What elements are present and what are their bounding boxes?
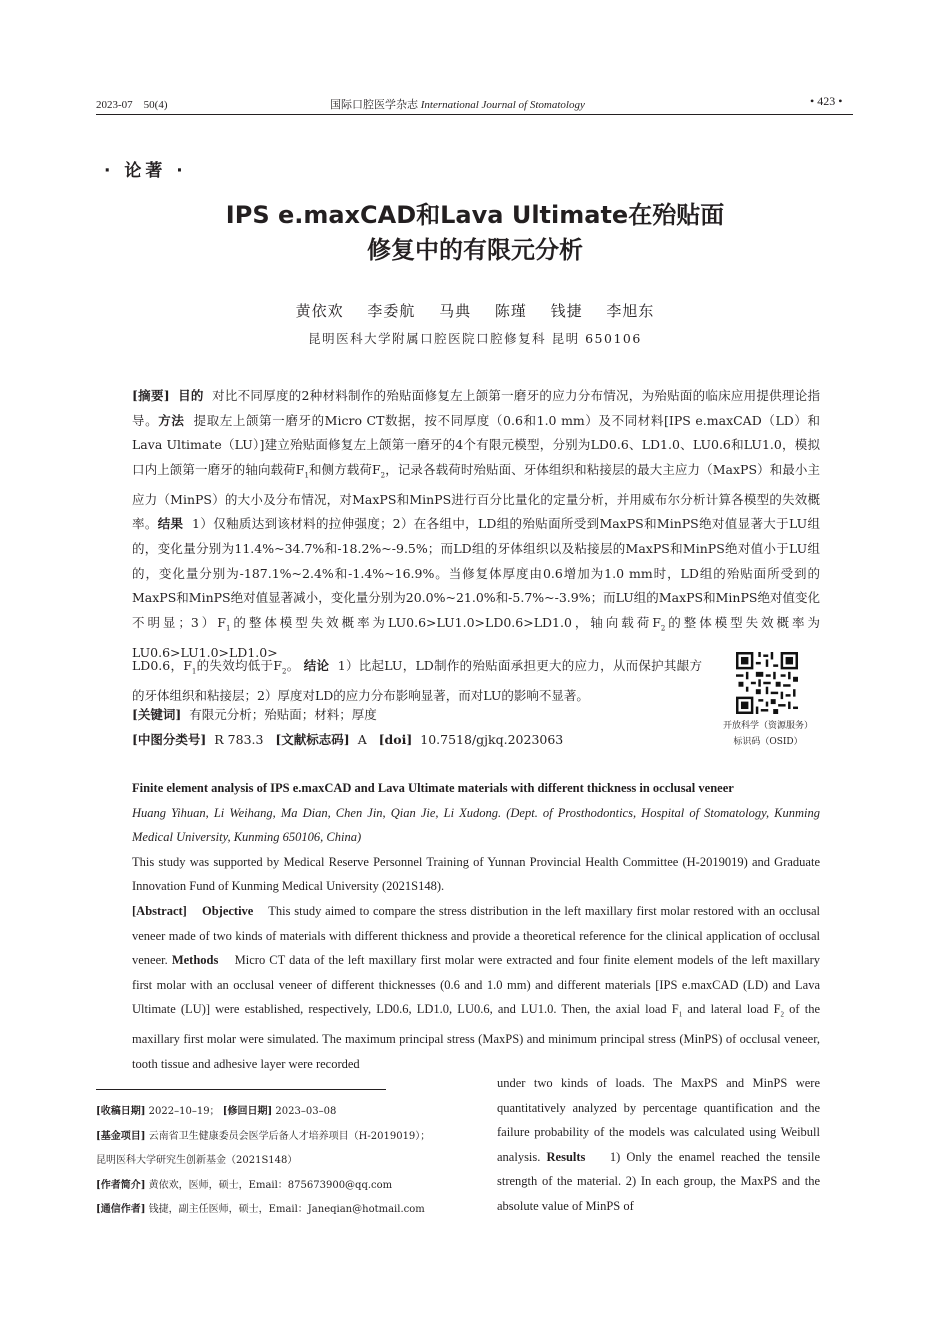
methods-label: 方法 <box>158 412 185 428</box>
subscript: 1 <box>225 624 231 633</box>
header-journal <box>330 96 585 112</box>
english-methods-label: Methods <box>171 953 219 968</box>
fn-corr-label: [通信作者] <box>96 1204 146 1216</box>
english-methods: of the maxillary first molar were simulated. The maximum principal stress (MaxPS) and minimum principal stress (MinPS) of occlusal veneer, tooth tissue and adhesive layer were recorded <box>132 1002 820 1072</box>
subscript: 1 <box>191 667 197 676</box>
conclusion-text: 1）比起LU，LD制作的殆贴面承担更大的应力，从而保护其龈方的牙体组织和粘接层；2）厚度对LD的应力分布影响显著，而对LU的影响不显著。 <box>132 658 702 704</box>
results-text: 的整体模型失效概率为LU0.6>LU1.0>LD0.6>LD1.0，轴向载荷F <box>230 614 661 630</box>
methods-text: 和侧方载荷F <box>308 461 381 477</box>
results-label: 结果 <box>157 516 184 532</box>
authors-cn: 黄依欢 李委航 马典 陈瑾 钱捷 李旭东 <box>295 302 655 320</box>
header-journal-en: International Journal of Stomatology <box>420 99 585 111</box>
english-results: 1) Only the enamel reached the tensile strength of the material. 2) In each group, the MaxPS and the absolute value of MinPS of <box>497 1149 821 1213</box>
results-text: 。 <box>286 658 300 673</box>
doi-value: 10.7518/gjkq.2023063 <box>420 732 564 747</box>
english-block <box>132 776 820 1077</box>
methods-text: ，记录各载荷时殆贴面、牙体组织和粘接层的最大主应力（MaxPS）和最小主应力（MinPS）的大小及分布情况，对MaxPS和MinPS进行百分比量化的定量分析，并用威布尔分析计算各模型的失效概率。 <box>132 461 820 532</box>
english-column <box>497 1071 820 1219</box>
fn-received: 2022–10–19； <box>148 1106 220 1117</box>
keywords-text: 有限元分析；殆贴面；材料；厚度 <box>189 707 377 722</box>
objective-label: 目的 <box>178 388 204 403</box>
section-label: · 论著 · <box>104 161 187 181</box>
english-abstract-label: [Abstract] <box>132 903 187 918</box>
article-title-line2: 修复中的有限元分析 <box>367 236 583 264</box>
english-title: Finite element analysis of IPS e.maxCAD and Lava Ultimate materials with different thickness in occlusal veneer <box>132 781 734 795</box>
methods-text: 提取左上颌第一磨牙的Micro CT数据，按不同厚度（0.6和1.0 mm）及不同材料[IPS e.maxCAD（LD）和Lava Ultimate（LU）]建立殆贴面修复左上颌第一磨牙的4个有限元模型，分别为LD0.6、LD1.0、LU0.6和LU1.0，模拟口内上颌第一磨牙的轴向载荷F <box>132 412 820 477</box>
fn-fund-2: 昆明医科大学研究生创新基金（2021S148） <box>96 1155 298 1167</box>
doc-value: A <box>357 732 367 747</box>
doc-label: [文献标志码] <box>275 732 350 747</box>
english-methods: and lateral load F <box>682 1002 781 1017</box>
qr-caption-line2: 标识码（OSID） <box>733 737 803 747</box>
english-results-label: Results <box>546 1149 586 1164</box>
doi-label: [doi] <box>378 732 413 747</box>
fn-revised-label: [修回日期] <box>222 1106 273 1117</box>
results-text: LD0.6，F <box>132 658 192 673</box>
results-text: 1）仅釉质达到该材料的拉伸强度；2）在各组中，LD组的殆贴面所受到MaxPS和MinPS绝对值显著大于LU组的，变化量分别为11.4%~34.7%和-18.2%~-9.5%；而LD组的牙体组织以及粘接层的MaxPS和MinPS绝对值小于LU组的，变化量分别为-187.1%~2.4%和-1.4%~16.9%。当修复体厚度由0.6增加为1.0 mm时，LD组的殆贴面所受到的MaxPS和MinPS绝对值显著减小，变化量分别为20.0%~21.0%和-5.7%~-3.9%；而LU组的MaxPS和MinPS绝对值变化不明显；3）F <box>132 516 820 630</box>
keywords-label: [关键词] <box>132 707 182 722</box>
subscript: 1 <box>678 1010 683 1019</box>
english-objective-label: Objective <box>201 903 254 918</box>
subscript: 2 <box>380 471 386 480</box>
fn-fund-label: [基金项目] <box>96 1130 146 1142</box>
conclusion-label: 结论 <box>303 658 330 673</box>
clc-value: R 783.3 <box>214 732 264 747</box>
qr-caption-line1: 开放科学（资源服务） <box>722 721 813 731</box>
abstract-label: [摘要] <box>132 388 170 403</box>
header-journal-cn: 国际口腔医学杂志 <box>330 99 418 111</box>
fn-author-label: [作者简介] <box>96 1179 146 1191</box>
clc-label: [中图分类号] <box>132 732 207 747</box>
osid-qr-code[interactable] <box>736 652 798 714</box>
footnotes <box>96 1100 466 1223</box>
english-methods: Micro CT data of the left maxillary first molar were extracted and four finite element models of the left maxillary first molar with an occlusal veneer of different thicknesses (0.6 and 1.0 mm) and different materials [IPS e.maxCAD (LD) and Lava Ultimate (LU)] were established, respectively, LD0.6, LD1.0, LU0.6, and LU1.0. Then, the axial load F <box>132 953 821 1017</box>
english-funding: This study was supported by Medical Reserve Personnel Training of Yunnan Provincial Health Committee (H-2019019) and Graduate Innovation Fund of Kunming Medical University (2021S148). <box>132 854 820 894</box>
subscript: 2 <box>780 1010 785 1019</box>
results-text: 的失效均低于F <box>196 658 282 673</box>
fn-author: 黄依欢，医师，硕士，Email：875673900@qq.com <box>148 1179 393 1191</box>
classification <box>132 728 702 753</box>
affiliation-cn: 昆明医科大学附属口腔医院口腔修复科 昆明 650106 <box>308 331 642 346</box>
english-methods-cont: under two kinds of loads. The MaxPS and MinPS were quantitatively analyzed by percentage quantification and the failure probability of the models was calculated using Weibull analysis. <box>497 1076 820 1164</box>
subscript: 2 <box>660 624 666 633</box>
article-title-line1: IPS e.maxCAD和Lava Ultimate在殆贴面 <box>225 201 725 229</box>
keywords <box>132 703 702 728</box>
footnote-rule <box>96 1089 386 1090</box>
abstract-cn <box>132 384 820 666</box>
subscript: 2 <box>281 667 287 676</box>
objective-text: 对比不同厚度的2种材料制作的殆贴面修复左上颌第一磨牙的应力分布情况，为殆贴面的临床应用提供理论指导。 <box>132 388 820 428</box>
page-number: • 423 • <box>810 94 843 108</box>
results-text: 的整体模型失效概率为LU0.6>LU1.0>LD1.0> <box>132 614 820 660</box>
header-rule <box>96 114 853 115</box>
fn-fund-1: 云南省卫生健康委员会医学后备人才培养项目（H-2019019）； <box>148 1130 431 1142</box>
english-objective: This study aimed to compare the stress distribution in the left maxillary first molar restored with an occlusal veneer made of two kinds of materials with different thickness and provide a theoretical reference for the clinical application of occlusal veneer. <box>132 903 820 968</box>
fn-corr: 钱捷，副主任医师，硕士，Email：Janeqian@hotmail.com <box>148 1204 425 1216</box>
abstract-cn-continued <box>132 654 702 709</box>
english-authors: Huang Yihuan, Li Weihang, Ma Dian, Chen Jin, Qian Jie, Li Xudong. (Dept. of Prosthodontics, Hospital of Stomatology, Kunming Medical University, Kunming 650106, China) <box>132 805 820 845</box>
header-issue: 2023-07 50(4) <box>96 99 168 111</box>
fn-revised: 2023–03–08 <box>275 1106 337 1117</box>
subscript: 1 <box>304 471 309 480</box>
fn-received-label: [收稿日期] <box>96 1106 146 1117</box>
